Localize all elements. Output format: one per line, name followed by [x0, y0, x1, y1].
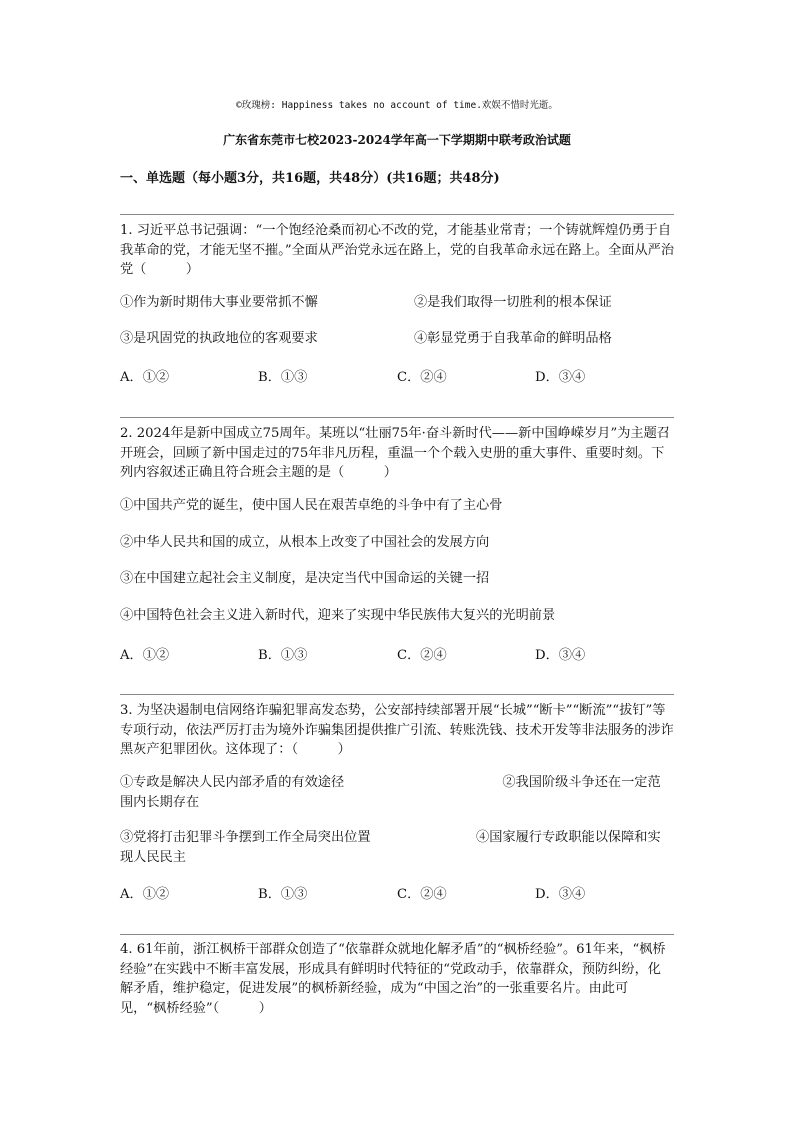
question-2-option-4: ④中国特色社会主义进入新时代，迎来了实现中华民族伟大复兴的光明前景: [120, 608, 556, 623]
question-1-option-2: ②是我们取得一切胜利的根本保证: [414, 295, 612, 310]
question-2-choice-c[interactable]: C．②④: [397, 648, 447, 663]
question-3-choice-d[interactable]: D．③④: [535, 887, 586, 902]
question-2-choice-a[interactable]: A．①②: [120, 648, 170, 663]
question-1-choice-b[interactable]: B．①③: [258, 370, 308, 385]
question-divider: [120, 417, 674, 418]
question-1-choice-d[interactable]: D．③④: [535, 370, 586, 385]
question-1-option-1: ①作为新时期伟大事业要常抓不懈: [120, 295, 318, 310]
question-3-stem: 3. 为坚决遏制电信网络诈骗犯罪高发态势，公安部持续部署开展“长城”“断卡”“断流”“拔钉”等专项行动，依法严厉打击为境外诈骗集团提供推广引流、转账洗钱、技术开发等非法服务的涉诈黑灰产犯罪团伙。这体现了：（ ）: [120, 703, 674, 757]
question-1-choice-a[interactable]: A．①②: [120, 370, 170, 385]
question-2-option-3: ③在中国建立起社会主义制度，是决定当代中国命运的关键一招: [120, 571, 490, 586]
question-divider: [120, 214, 674, 215]
question-divider: [120, 694, 674, 695]
question-2-option-1: ①中国共产党的诞生，使中国人民在艰苦卓绝的斗争中有了主心骨: [120, 498, 503, 513]
question-divider: [120, 934, 674, 935]
question-2-choice-d[interactable]: D．③④: [535, 648, 586, 663]
question-2-option-2: ②中华人民共和国的成立，从根本上改变了中国社会的发展方向: [120, 535, 490, 550]
section-title: 一、单选题（每小题3分，共16题，共48分）(共16题；共48分): [120, 171, 500, 186]
question-3-choice-c[interactable]: C．②④: [397, 887, 447, 902]
question-3-choice-a[interactable]: A．①②: [120, 887, 170, 902]
question-3-option-1-2: ①专政是解决人民内部矛盾的有效途径 ②我国阶级斗争还在一定范围内长期存在: [120, 775, 661, 810]
question-1-option-3: ③是巩固党的执政地位的客观要求: [120, 331, 318, 346]
question-4-stem: 4. 61年前，浙江枫桥干部群众创造了“依靠群众就地化解矛盾”的“枫桥经验”。61年来，“枫桥经验”在实践中不断丰富发展，形成具有鲜明时代特征的“党政动手，依靠群众，预防纠纷，化解矛盾，维护稳定，促进发展”的枫桥新经验，成为“中国之治”的一张重要名片。由此可见，“枫桥经验”（ ）: [120, 942, 666, 1016]
question-1-stem: 1. 习近平总书记强调：“一个饱经沧桑而初心不改的党，才能基业常青；一个铸就辉煌仍勇于自我革命的党，才能无坚不摧。”全面从严治党永远在路上，党的自我革命永远在路上。全面从严治党（ ）: [120, 223, 675, 277]
question-3-choice-b[interactable]: B．①③: [258, 887, 308, 902]
question-2-stem: 2. 2024年是新中国成立75周年。某班以“壮丽75年·奋斗新时代——新中国峥嵘岁月”为主题召开班会，回顾了新中国走过的75年非凡历程，重温一个个载入史册的重大事件、重要时刻。下列内容叙述正确且符合班会主题的是（ ）: [120, 426, 670, 480]
document-title: 广东省东莞市七校2023-2024学年高一下学期期中联考政治试题: [223, 133, 571, 147]
question-1-option-4: ④彰显党勇于自我革命的鲜明品格: [414, 331, 612, 346]
header-motto: ©玫瑰榜: Happiness takes no account of time.欢娱不惜时光逝。: [236, 100, 558, 111]
question-2-choice-b[interactable]: B．①③: [258, 648, 308, 663]
question-3-option-3-4: ③党将打击犯罪斗争摆到工作全局突出位置 ④国家履行专政职能以保障和实现人民民主: [120, 830, 661, 865]
question-1-choice-c[interactable]: C．②④: [397, 370, 447, 385]
